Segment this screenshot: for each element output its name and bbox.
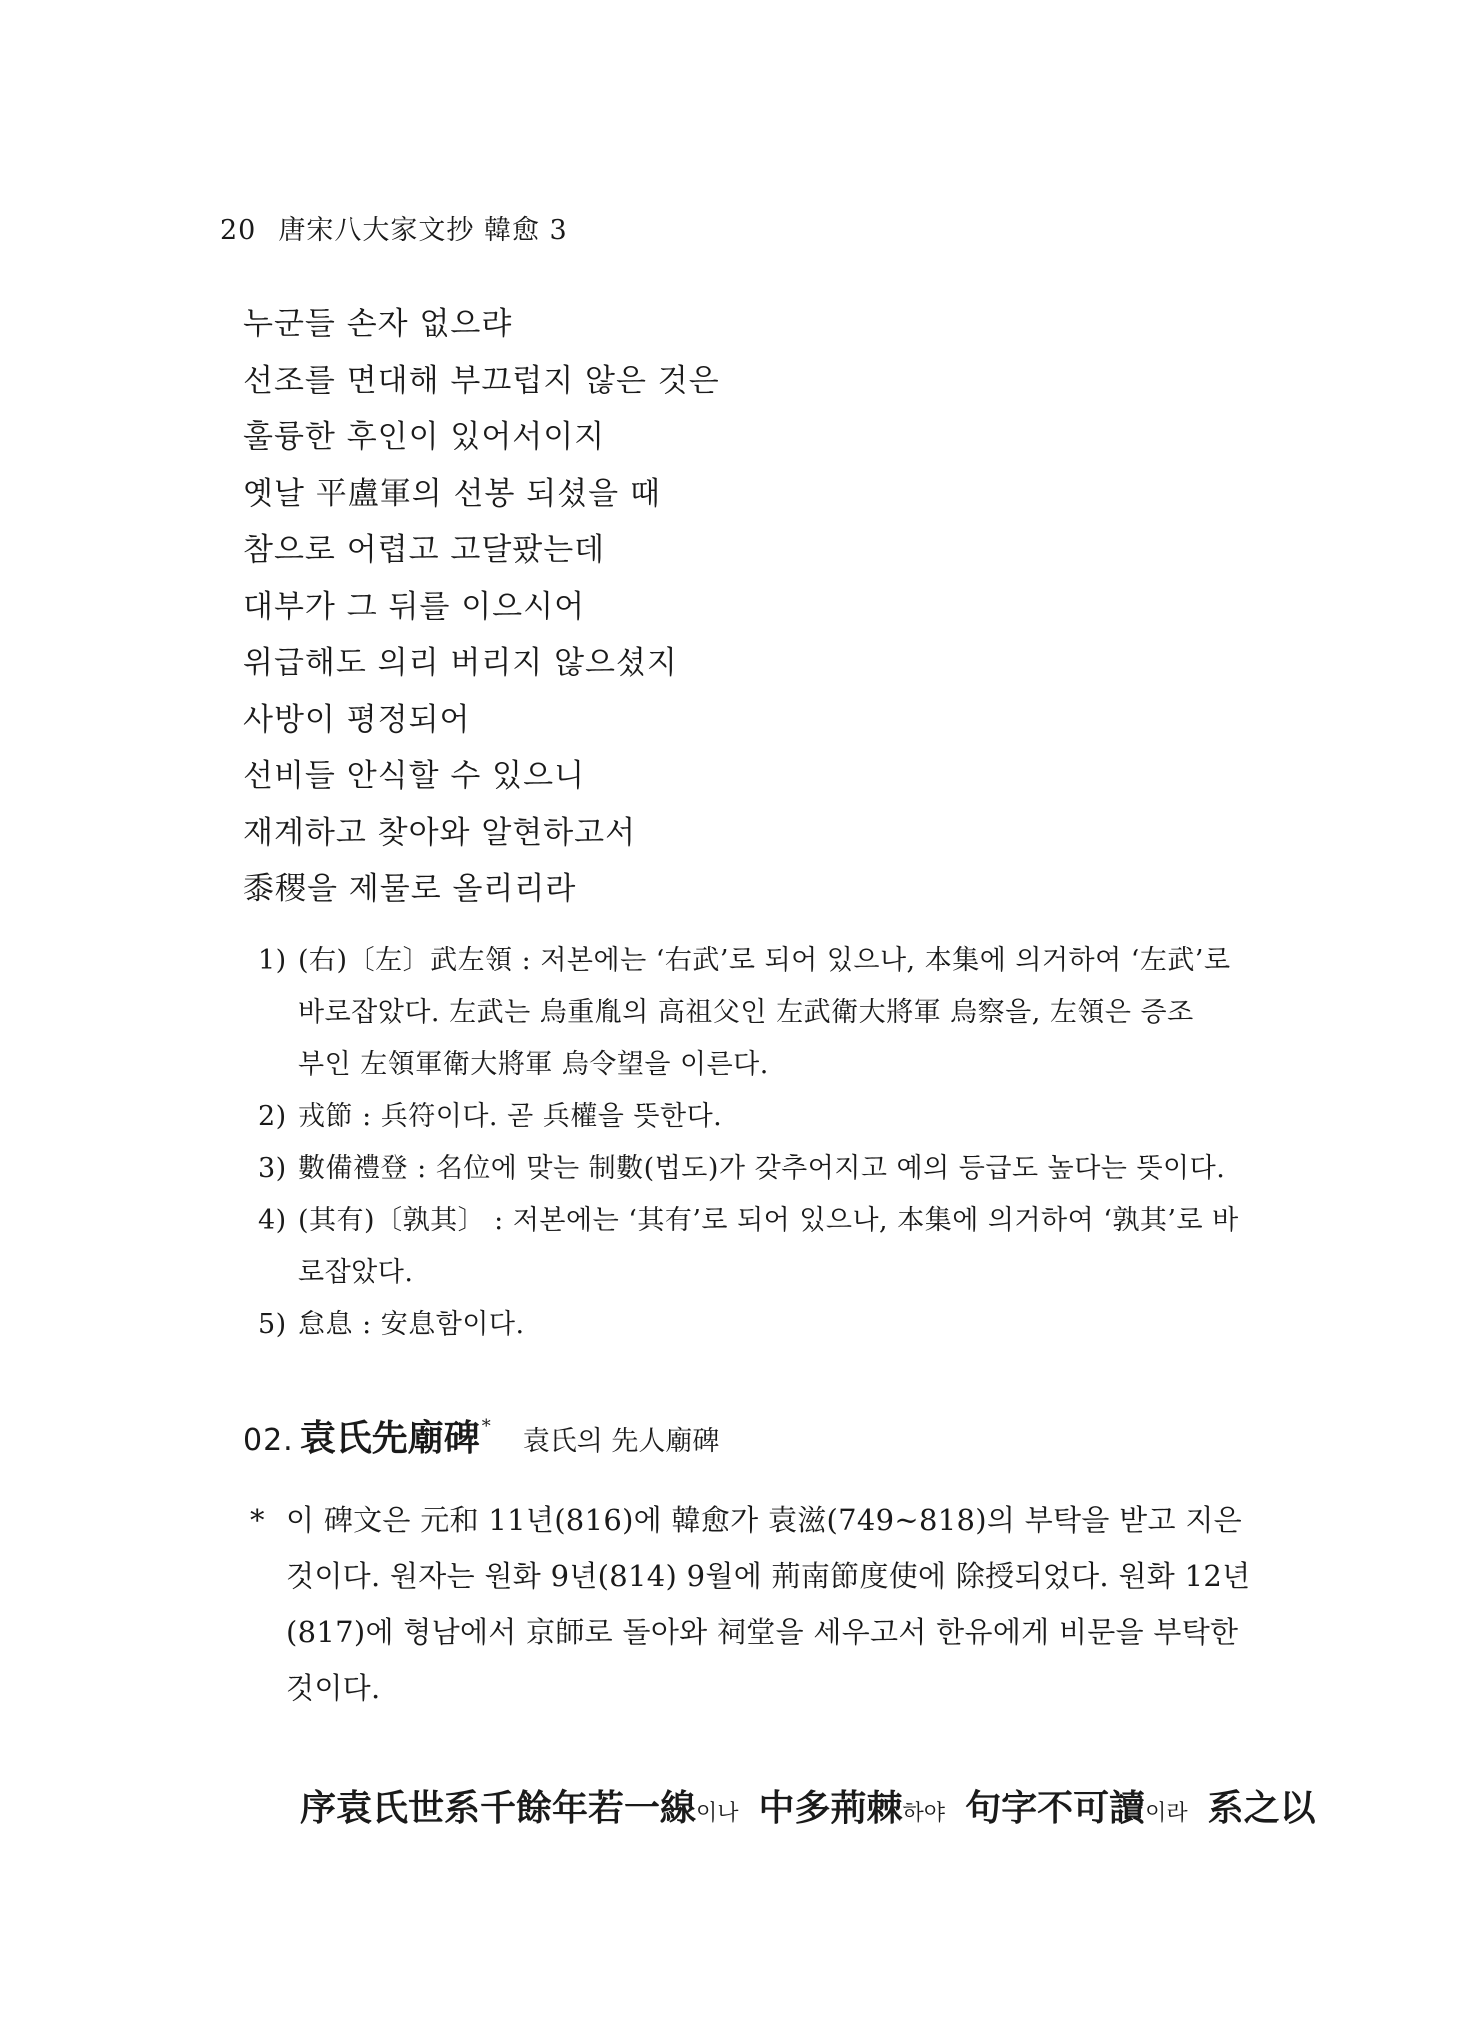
classical-text: 句字不可讀 [965, 1787, 1146, 1829]
footnote-number: 5) [258, 1309, 287, 1340]
footnote-1 [258, 935, 1268, 1091]
section-title: 袁氏先廟碑 [299, 1417, 480, 1459]
verse-line: 선비들 안식할 수 있으니 [243, 758, 586, 794]
note-marker: * [250, 1503, 265, 1537]
footnote-number: 3) [258, 1153, 287, 1184]
verse-translation [243, 296, 1343, 918]
footnotes [258, 935, 1268, 1351]
korean-particle: 이라 [1145, 1801, 1188, 1826]
verse-line: 대부가 그 뒤를 이으시어 [243, 588, 586, 625]
footnote-text: 怠息 : 安息함이다. [298, 1309, 525, 1340]
original-classical-text [300, 1780, 1316, 1831]
footnote-text: 바로잡았다. 左武는 烏重胤의 高祖父인 左武衛大將軍 烏察을, 左領은 증조 [298, 997, 1194, 1028]
footnote-number: 1) [258, 945, 287, 976]
footnote-3 [258, 1143, 1268, 1195]
verse-line: 누군들 손자 없으랴 [243, 306, 513, 342]
verse-line: 옛날 平盧軍의 선봉 되셨을 때 [243, 475, 661, 512]
footnote-text: (其有)〔孰其〕 : 저본에는 ‘其有’로 되어 있으나, 本集에 의거하여 ‘孰其’로 바 [298, 1205, 1239, 1236]
classical-text: 中多荊棘 [758, 1787, 903, 1829]
footnote-4 [258, 1195, 1268, 1299]
note-text: 것이다. 원자는 원화 9년(814) 9월에 荊南節度使에 除授되었다. 원화 12년 [286, 1559, 1251, 1593]
footnote-text: 數備禮登 : 名位에 맞는 制數(법도)가 갖추어지고 예의 등급도 높다는 뜻이다. [298, 1153, 1226, 1184]
classical-text: 序袁氏世系千餘年若一線 [300, 1787, 697, 1829]
section-footnote-marker: * [481, 1416, 491, 1437]
book-title: 唐宋八大家文抄 韓愈 3 [278, 215, 568, 246]
verse-line: 참으로 어렵고 고달팠는데 [243, 532, 606, 568]
note-text: (817)에 형남에서 京師로 돌아와 祠堂을 세우고서 한유에게 비문을 부탁한 [286, 1615, 1239, 1649]
section-heading [243, 1410, 719, 1461]
page-number: 20 [220, 215, 257, 246]
footnote-text: 부인 左領軍衛大將軍 烏令望을 이른다. [298, 1049, 769, 1080]
verse-line: 사방이 평정되어 [243, 701, 471, 738]
footnote-text: (右)〔左〕武左領 : 저본에는 ‘右武’로 되어 있으나, 本集에 의거하여 ‘左武’로 [298, 945, 1231, 976]
footnote-number: 2) [258, 1101, 287, 1132]
verse-line: 위급해도 의리 버리지 않으셨지 [243, 645, 678, 681]
verse-line: 재계하고 찾아와 알현하고서 [243, 814, 637, 851]
section-note [250, 1492, 1300, 1716]
footnote-text: 戎節 : 兵符이다. 곧 兵權을 뜻한다. [298, 1101, 723, 1132]
verse-line: 黍稷을 제물로 올리리라 [243, 871, 577, 907]
korean-particle: 이나 [696, 1801, 739, 1826]
section-number: 02. [243, 1423, 294, 1458]
running-header [220, 208, 568, 247]
section-subtitle: 袁氏의 先人廟碑 [522, 1426, 720, 1457]
note-text: 이 碑文은 元和 11년(816)에 韓愈가 袁滋(749~818)의 부탁을 받고 지은 [286, 1503, 1242, 1537]
verse-line: 선조를 면대해 부끄럽지 않은 것은 [243, 362, 720, 399]
footnote-2 [258, 1091, 1268, 1143]
footnote-text: 로잡았다. [298, 1257, 414, 1288]
footnote-5 [258, 1299, 1268, 1351]
classical-text: 系之以 [1207, 1787, 1316, 1829]
korean-particle: 하야 [902, 1801, 946, 1826]
note-text: 것이다. [286, 1671, 381, 1705]
footnote-number: 4) [258, 1205, 287, 1236]
verse-line: 훌륭한 후인이 있어서이지 [243, 419, 606, 455]
